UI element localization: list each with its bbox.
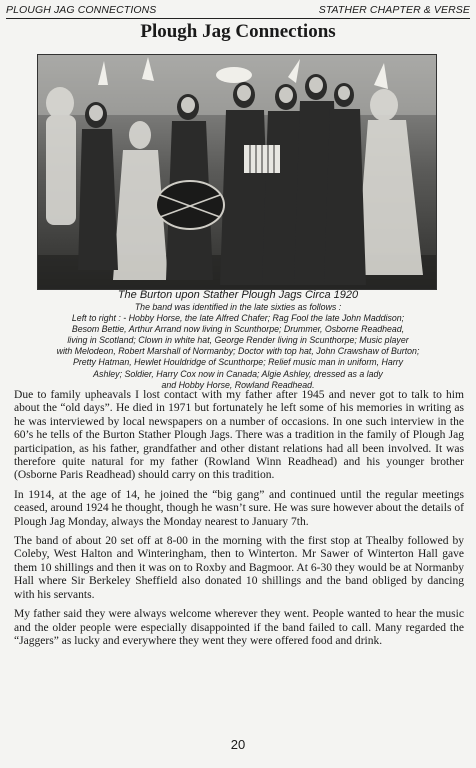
photo-caption-title: The Burton upon Stather Plough Jags Circa 1920: [117, 289, 359, 301]
historic-group-photo: [37, 54, 437, 290]
photo-caption: [26, 302, 450, 391]
caption-line: living in Scotland; Clown in white hat, George Render living in Scunthorpe; Music player: [67, 335, 409, 346]
running-header: [6, 2, 470, 18]
page-title: Plough Jag Connections: [140, 21, 336, 42]
caption-line: Ashley; Soldier, Harry Cox now in Canada; Algie Ashley, dressed as a lady: [93, 368, 383, 379]
caption-line: Left to right : - Hobby Horse, the late Alfred Chafer; Rag Fool the late John Maddison;: [71, 313, 405, 324]
page-number: 20: [230, 737, 246, 752]
paragraph: The band of about 20 set off at 8-00 in the morning with the first stop at Thealby followed by Coleby, West Halton and Winteringham, then to Winterton. Mr Sawer of Winterton Hall gave them 10 shillings and then it was on to Roxby and Bagmoor. At 6-30 they would be at Normanby Hall where Sir Berkeley Sheffield also donated 10 shillings and the band obliged by dancing with his servants.: [14, 535, 464, 601]
paragraph: My father said they were always welcome wherever they went. People wanted to hear the music and the older people were especially disappointed if the band failed to call. Many regarded the “Jaggers” as lucky and everywhere they went they were offered food and drink.: [14, 608, 464, 647]
caption-line: Pretty Hatman, Hewlet Houldridge of Scunthorpe; Relief music man in uniform, Harry: [72, 357, 404, 368]
header-right: STATHER CHAPTER & VERSE: [318, 4, 470, 16]
article-body: [14, 389, 464, 654]
paragraph: In 1914, at the age of 14, he joined the “big gang” and continued until the regular meetings ceased, around 1924 he thought, though he wasn’t sure. He was sure however about the details of Plough Jag Monday, always the Monday nearest to January 7th.: [14, 488, 464, 528]
caption-line: with Melodeon, Robert Marshall of Normanby; Doctor with top hat, John Crawshaw of Burton;: [56, 346, 420, 357]
caption-line: Besom Bettie, Arthur Arrand now living in Scunthorpe; Drummer, Osborne Readhead,: [71, 324, 405, 335]
paragraph: Due to family upheavals I lost contact with my father after 1945 and never got to talk to him about the “old days”. He died in 1971 but fortunately he left some of his memories in writing as he was interviewed by local newspapers on a number of occasions. In one such interview in the 60’s he tells of the Burton Stather Plough Jags. There was a tradition in the family of Plough Jag participation, as his father, grandfather and other distant relations had all been involved. It was therefore quite natural for my father (Rowland Winn Readhead) and his younger brother (Osborne Paris Readhead) should carry on this tradition.: [14, 389, 464, 482]
header-rule: [6, 18, 470, 19]
caption-line: The band was identified in the late sixties as follows :: [134, 302, 342, 312]
caption-line: and Hobby Horse, Rowland Readhead.: [161, 379, 315, 390]
header-left: PLOUGH JAG CONNECTIONS: [6, 4, 157, 16]
